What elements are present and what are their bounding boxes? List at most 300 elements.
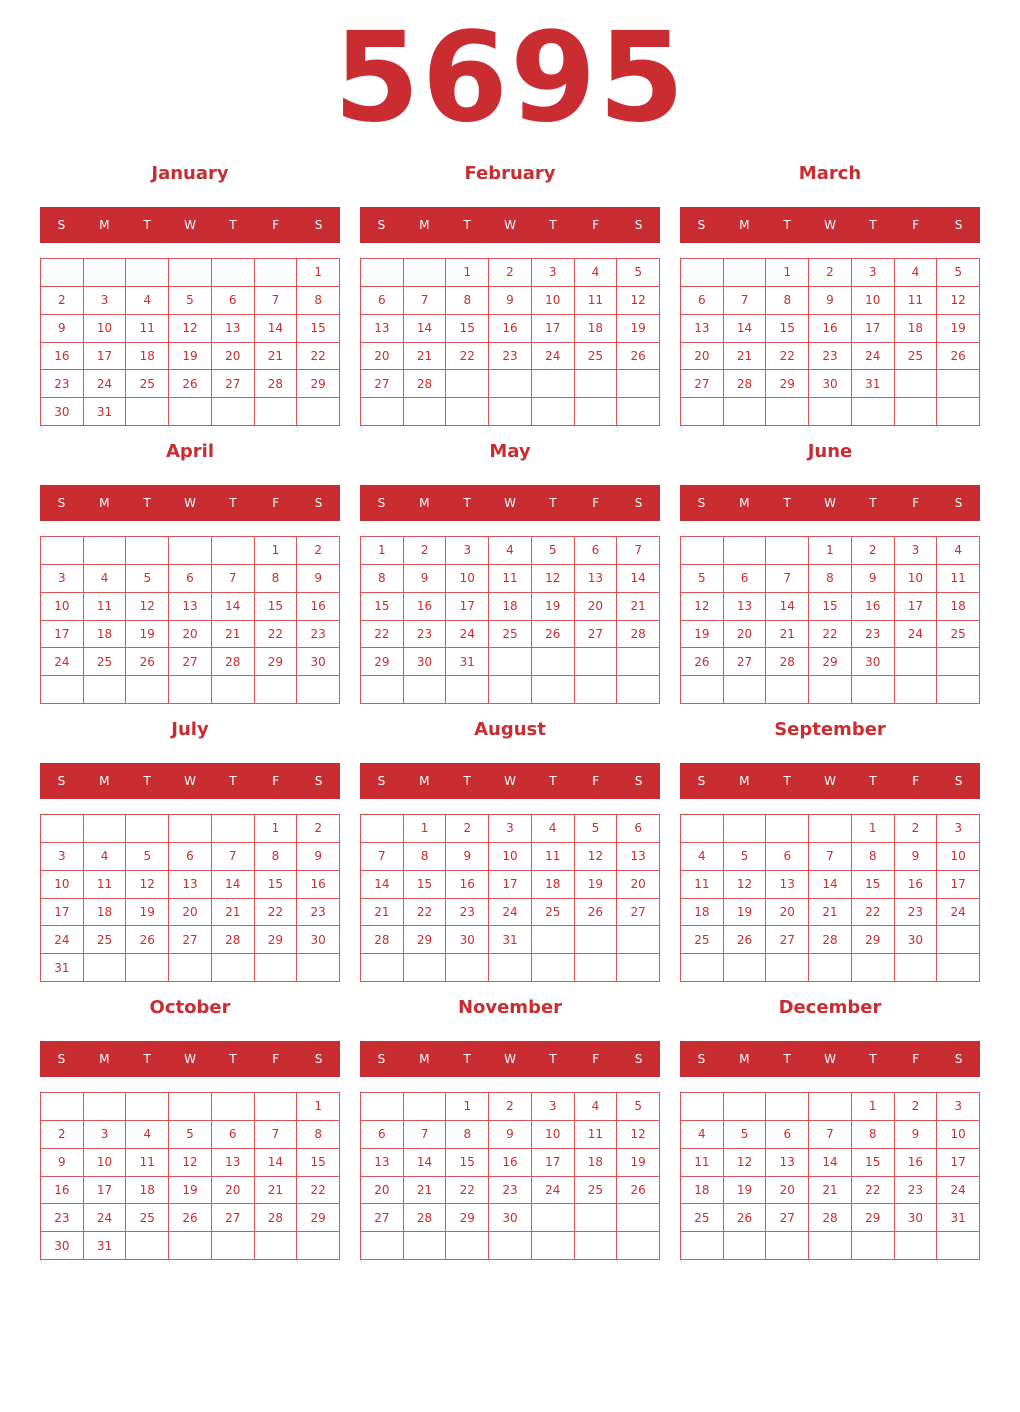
day-cell: 26 — [723, 925, 766, 953]
empty-day-cell — [574, 397, 617, 425]
day-cell: 6 — [360, 1120, 403, 1148]
day-cell: 8 — [765, 286, 808, 314]
day-cell: 28 — [808, 925, 851, 953]
day-cell: 2 — [40, 286, 83, 314]
day-cell: 21 — [808, 1176, 851, 1204]
day-cell: 16 — [403, 592, 446, 620]
day-cell: 12 — [723, 1148, 766, 1176]
day-cell: 23 — [296, 620, 339, 648]
day-cell: 13 — [168, 592, 211, 620]
day-cell: 2 — [488, 1092, 531, 1120]
empty-day-cell — [680, 675, 723, 703]
day-cell: 5 — [723, 842, 766, 870]
weekday-label: W — [824, 218, 836, 232]
day-cell: 10 — [83, 314, 126, 342]
day-cell: 25 — [531, 898, 574, 926]
day-cell: 19 — [616, 314, 659, 342]
day-cell: 16 — [808, 314, 851, 342]
day-cell: 11 — [574, 1120, 617, 1148]
day-cell: 10 — [531, 1120, 574, 1148]
day-cell: 29 — [296, 1203, 339, 1231]
day-cell: 24 — [40, 647, 83, 675]
day-cell: 28 — [211, 647, 254, 675]
day-cell: 4 — [83, 842, 126, 870]
weekday-label: W — [184, 218, 196, 232]
empty-day-cell — [680, 1231, 723, 1259]
day-cell: 7 — [808, 842, 851, 870]
empty-day-cell — [168, 953, 211, 981]
day-cell: 3 — [531, 1092, 574, 1120]
empty-day-cell — [765, 953, 808, 981]
day-cell: 1 — [445, 258, 488, 286]
weekday-label: M — [739, 218, 750, 232]
weekday-label: F — [912, 496, 920, 510]
day-cell: 23 — [40, 369, 83, 397]
empty-day-cell — [83, 675, 126, 703]
weekday-label: W — [824, 774, 836, 788]
weekday-header — [360, 1041, 660, 1077]
empty-day-cell — [936, 953, 979, 981]
day-cell: 10 — [894, 564, 937, 592]
weekday-label: W — [824, 496, 836, 510]
weekday-label: F — [272, 1052, 280, 1066]
day-cell: 24 — [40, 925, 83, 953]
empty-day-cell — [125, 953, 168, 981]
day-cell: 7 — [723, 286, 766, 314]
day-cell: 31 — [851, 369, 894, 397]
day-cell: 6 — [168, 842, 211, 870]
month-title: February — [464, 163, 556, 184]
day-cell: 4 — [574, 258, 617, 286]
weekday-label: M — [99, 218, 110, 232]
day-cell: 13 — [360, 314, 403, 342]
weekday-label: W — [184, 1052, 196, 1066]
day-cell: 9 — [40, 1148, 83, 1176]
empty-day-cell — [488, 675, 531, 703]
month-title: October — [149, 997, 231, 1018]
day-cell: 25 — [83, 647, 126, 675]
day-cell: 11 — [488, 564, 531, 592]
day-cell: 24 — [936, 1176, 979, 1204]
weekday-label: F — [272, 774, 280, 788]
day-cell: 28 — [254, 1203, 297, 1231]
empty-day-cell — [851, 1231, 894, 1259]
empty-day-cell — [403, 258, 446, 286]
day-cell: 5 — [723, 1120, 766, 1148]
empty-day-cell — [808, 814, 851, 842]
day-cell: 3 — [851, 258, 894, 286]
day-cell: 12 — [680, 592, 723, 620]
weekday-label: F — [592, 774, 600, 788]
empty-day-cell — [445, 953, 488, 981]
day-cell: 19 — [125, 898, 168, 926]
weekday-label: T — [143, 496, 151, 510]
weekday-label: S — [57, 218, 66, 232]
day-cell: 29 — [254, 647, 297, 675]
day-grid — [360, 258, 660, 426]
weekday-label: F — [272, 496, 280, 510]
empty-day-cell — [445, 397, 488, 425]
empty-day-cell — [403, 953, 446, 981]
day-cell: 28 — [360, 925, 403, 953]
day-cell: 16 — [851, 592, 894, 620]
weekday-label: M — [739, 1052, 750, 1066]
weekday-label: F — [912, 1052, 920, 1066]
empty-day-cell — [125, 397, 168, 425]
month-title: September — [774, 719, 886, 740]
empty-day-cell — [445, 369, 488, 397]
day-cell: 13 — [680, 314, 723, 342]
day-cell: 29 — [851, 925, 894, 953]
day-cell: 5 — [125, 564, 168, 592]
day-cell: 23 — [296, 898, 339, 926]
empty-day-cell — [765, 1231, 808, 1259]
day-cell: 26 — [616, 1176, 659, 1204]
day-cell: 24 — [83, 1203, 126, 1231]
day-cell: 14 — [403, 1148, 446, 1176]
empty-day-cell — [168, 536, 211, 564]
day-cell: 5 — [680, 564, 723, 592]
day-cell: 22 — [296, 342, 339, 370]
day-cell: 15 — [765, 314, 808, 342]
day-cell: 26 — [531, 620, 574, 648]
day-cell: 11 — [680, 870, 723, 898]
empty-day-cell — [83, 258, 126, 286]
weekday-header — [680, 763, 980, 799]
day-cell: 6 — [211, 286, 254, 314]
day-cell: 21 — [360, 898, 403, 926]
day-cell: 28 — [616, 620, 659, 648]
day-cell: 26 — [168, 369, 211, 397]
empty-day-cell — [894, 647, 937, 675]
day-cell: 30 — [894, 1203, 937, 1231]
day-cell: 1 — [445, 1092, 488, 1120]
weekday-label: T — [463, 496, 471, 510]
day-cell: 2 — [808, 258, 851, 286]
day-cell: 29 — [765, 369, 808, 397]
day-cell: 15 — [445, 1148, 488, 1176]
day-cell: 18 — [894, 314, 937, 342]
day-cell: 3 — [894, 536, 937, 564]
day-cell: 7 — [765, 564, 808, 592]
weekday-label: S — [634, 1052, 643, 1066]
empty-day-cell — [254, 1231, 297, 1259]
month-title: July — [171, 719, 209, 740]
empty-day-cell — [211, 814, 254, 842]
day-cell: 15 — [445, 314, 488, 342]
day-cell: 10 — [488, 842, 531, 870]
day-cell: 12 — [168, 314, 211, 342]
empty-day-cell — [808, 675, 851, 703]
day-cell: 10 — [936, 1120, 979, 1148]
day-cell: 23 — [894, 898, 937, 926]
day-cell: 12 — [723, 870, 766, 898]
day-cell: 6 — [211, 1120, 254, 1148]
empty-day-cell — [894, 397, 937, 425]
day-cell: 13 — [616, 842, 659, 870]
day-cell: 14 — [254, 1148, 297, 1176]
day-grid — [40, 1092, 340, 1260]
day-cell: 6 — [360, 286, 403, 314]
day-cell: 1 — [851, 1092, 894, 1120]
weekday-header — [360, 763, 660, 799]
empty-day-cell — [723, 1231, 766, 1259]
empty-day-cell — [723, 258, 766, 286]
weekday-label: W — [504, 218, 516, 232]
day-cell: 26 — [125, 925, 168, 953]
empty-day-cell — [680, 536, 723, 564]
day-cell: 20 — [360, 342, 403, 370]
day-cell: 9 — [40, 314, 83, 342]
day-cell: 29 — [360, 647, 403, 675]
day-cell: 13 — [765, 1148, 808, 1176]
day-cell: 9 — [894, 842, 937, 870]
weekday-label: T — [143, 1052, 151, 1066]
empty-day-cell — [83, 1092, 126, 1120]
empty-day-cell — [574, 925, 617, 953]
day-cell: 15 — [296, 1148, 339, 1176]
weekday-label: T — [869, 496, 877, 510]
weekday-label: S — [697, 496, 706, 510]
weekday-label: F — [912, 218, 920, 232]
day-cell: 14 — [808, 1148, 851, 1176]
day-cell: 21 — [211, 620, 254, 648]
day-cell: 24 — [531, 342, 574, 370]
day-cell: 27 — [574, 620, 617, 648]
empty-day-cell — [403, 1231, 446, 1259]
day-cell: 10 — [40, 592, 83, 620]
day-cell: 17 — [531, 1148, 574, 1176]
empty-day-cell — [296, 675, 339, 703]
day-cell: 4 — [83, 564, 126, 592]
day-cell: 21 — [403, 1176, 446, 1204]
weekday-label: S — [634, 774, 643, 788]
day-cell: 23 — [40, 1203, 83, 1231]
empty-day-cell — [574, 953, 617, 981]
day-cell: 27 — [360, 369, 403, 397]
day-cell: 1 — [296, 258, 339, 286]
empty-day-cell — [40, 814, 83, 842]
day-cell: 30 — [894, 925, 937, 953]
weekday-label: M — [99, 1052, 110, 1066]
empty-day-cell — [851, 397, 894, 425]
day-cell: 28 — [808, 1203, 851, 1231]
empty-day-cell — [894, 953, 937, 981]
day-cell: 27 — [168, 647, 211, 675]
day-cell: 21 — [211, 898, 254, 926]
day-cell: 25 — [680, 1203, 723, 1231]
day-cell: 27 — [680, 369, 723, 397]
day-cell: 27 — [765, 925, 808, 953]
day-cell: 12 — [168, 1148, 211, 1176]
day-cell: 30 — [40, 397, 83, 425]
day-cell: 17 — [445, 592, 488, 620]
empty-day-cell — [360, 814, 403, 842]
empty-day-cell — [616, 925, 659, 953]
empty-day-cell — [765, 1092, 808, 1120]
weekday-label: W — [824, 1052, 836, 1066]
day-cell: 20 — [616, 870, 659, 898]
empty-day-cell — [936, 1231, 979, 1259]
day-cell: 1 — [296, 1092, 339, 1120]
empty-day-cell — [168, 1231, 211, 1259]
empty-day-cell — [445, 675, 488, 703]
day-cell: 1 — [403, 814, 446, 842]
day-cell: 5 — [574, 814, 617, 842]
day-cell: 8 — [808, 564, 851, 592]
empty-day-cell — [254, 675, 297, 703]
day-cell: 17 — [40, 620, 83, 648]
empty-day-cell — [574, 647, 617, 675]
empty-day-cell — [125, 814, 168, 842]
day-cell: 14 — [254, 314, 297, 342]
day-cell: 25 — [574, 342, 617, 370]
day-cell: 10 — [851, 286, 894, 314]
empty-day-cell — [360, 397, 403, 425]
day-cell: 14 — [616, 564, 659, 592]
day-cell: 18 — [531, 870, 574, 898]
day-cell: 28 — [403, 1203, 446, 1231]
month-title: August — [474, 719, 546, 740]
day-cell: 18 — [83, 620, 126, 648]
empty-day-cell — [936, 925, 979, 953]
day-cell: 8 — [851, 842, 894, 870]
day-cell: 4 — [531, 814, 574, 842]
day-cell: 22 — [808, 620, 851, 648]
day-cell: 20 — [211, 342, 254, 370]
day-cell: 13 — [360, 1148, 403, 1176]
empty-day-cell — [808, 953, 851, 981]
empty-day-cell — [574, 369, 617, 397]
weekday-label: S — [954, 774, 963, 788]
day-cell: 20 — [168, 620, 211, 648]
day-cell: 19 — [168, 342, 211, 370]
day-cell: 18 — [125, 1176, 168, 1204]
day-cell: 2 — [488, 258, 531, 286]
weekday-label: F — [592, 218, 600, 232]
day-cell: 6 — [765, 1120, 808, 1148]
empty-day-cell — [531, 925, 574, 953]
day-cell: 8 — [296, 286, 339, 314]
empty-day-cell — [211, 1231, 254, 1259]
day-cell: 25 — [488, 620, 531, 648]
day-cell: 23 — [445, 898, 488, 926]
day-cell: 24 — [445, 620, 488, 648]
empty-day-cell — [83, 536, 126, 564]
day-cell: 26 — [936, 342, 979, 370]
empty-day-cell — [616, 1231, 659, 1259]
year-title: 5695 — [333, 6, 687, 150]
weekday-label: M — [99, 496, 110, 510]
empty-day-cell — [211, 397, 254, 425]
day-cell: 7 — [403, 286, 446, 314]
day-cell: 16 — [296, 870, 339, 898]
empty-day-cell — [40, 675, 83, 703]
day-cell: 27 — [360, 1203, 403, 1231]
day-cell: 13 — [211, 314, 254, 342]
day-cell: 20 — [360, 1176, 403, 1204]
day-cell: 22 — [851, 1176, 894, 1204]
day-cell: 24 — [936, 898, 979, 926]
day-cell: 20 — [574, 592, 617, 620]
weekday-label: M — [419, 774, 430, 788]
weekday-label: S — [377, 1052, 386, 1066]
day-cell: 25 — [680, 925, 723, 953]
empty-day-cell — [574, 675, 617, 703]
weekday-label: T — [229, 774, 237, 788]
day-cell: 17 — [531, 314, 574, 342]
day-cell: 29 — [808, 647, 851, 675]
empty-day-cell — [40, 258, 83, 286]
empty-day-cell — [680, 814, 723, 842]
empty-day-cell — [723, 397, 766, 425]
weekday-header — [360, 485, 660, 521]
empty-day-cell — [168, 1092, 211, 1120]
empty-day-cell — [360, 1092, 403, 1120]
day-cell: 20 — [168, 898, 211, 926]
day-cell: 2 — [296, 814, 339, 842]
empty-day-cell — [531, 675, 574, 703]
day-cell: 3 — [83, 286, 126, 314]
weekday-header — [680, 485, 980, 521]
day-cell: 7 — [211, 842, 254, 870]
day-cell: 19 — [680, 620, 723, 648]
empty-day-cell — [403, 1092, 446, 1120]
day-cell: 24 — [531, 1176, 574, 1204]
weekday-label: S — [697, 218, 706, 232]
empty-day-cell — [851, 675, 894, 703]
empty-day-cell — [936, 647, 979, 675]
day-cell: 5 — [125, 842, 168, 870]
empty-day-cell — [680, 397, 723, 425]
weekday-label: T — [869, 1052, 877, 1066]
day-cell: 5 — [616, 258, 659, 286]
weekday-label: S — [314, 1052, 323, 1066]
day-cell: 23 — [403, 620, 446, 648]
day-cell: 21 — [616, 592, 659, 620]
empty-day-cell — [488, 953, 531, 981]
day-cell: 1 — [851, 814, 894, 842]
day-cell: 4 — [680, 1120, 723, 1148]
day-cell: 3 — [83, 1120, 126, 1148]
weekday-label: F — [912, 774, 920, 788]
day-cell: 7 — [360, 842, 403, 870]
day-cell: 22 — [403, 898, 446, 926]
day-cell: 1 — [360, 536, 403, 564]
day-cell: 15 — [808, 592, 851, 620]
day-cell: 4 — [488, 536, 531, 564]
day-cell: 5 — [168, 286, 211, 314]
day-grid — [360, 814, 660, 982]
empty-day-cell — [254, 953, 297, 981]
day-cell: 16 — [445, 870, 488, 898]
day-cell: 8 — [851, 1120, 894, 1148]
day-cell: 14 — [211, 592, 254, 620]
day-cell: 15 — [296, 314, 339, 342]
day-cell: 4 — [894, 258, 937, 286]
day-cell: 25 — [125, 1203, 168, 1231]
day-cell: 25 — [936, 620, 979, 648]
empty-day-cell — [403, 675, 446, 703]
weekday-label: F — [592, 496, 600, 510]
day-cell: 6 — [723, 564, 766, 592]
day-cell: 25 — [574, 1176, 617, 1204]
day-cell: 12 — [616, 1120, 659, 1148]
day-cell: 29 — [296, 369, 339, 397]
day-cell: 12 — [531, 564, 574, 592]
empty-day-cell — [680, 953, 723, 981]
day-cell: 22 — [296, 1176, 339, 1204]
